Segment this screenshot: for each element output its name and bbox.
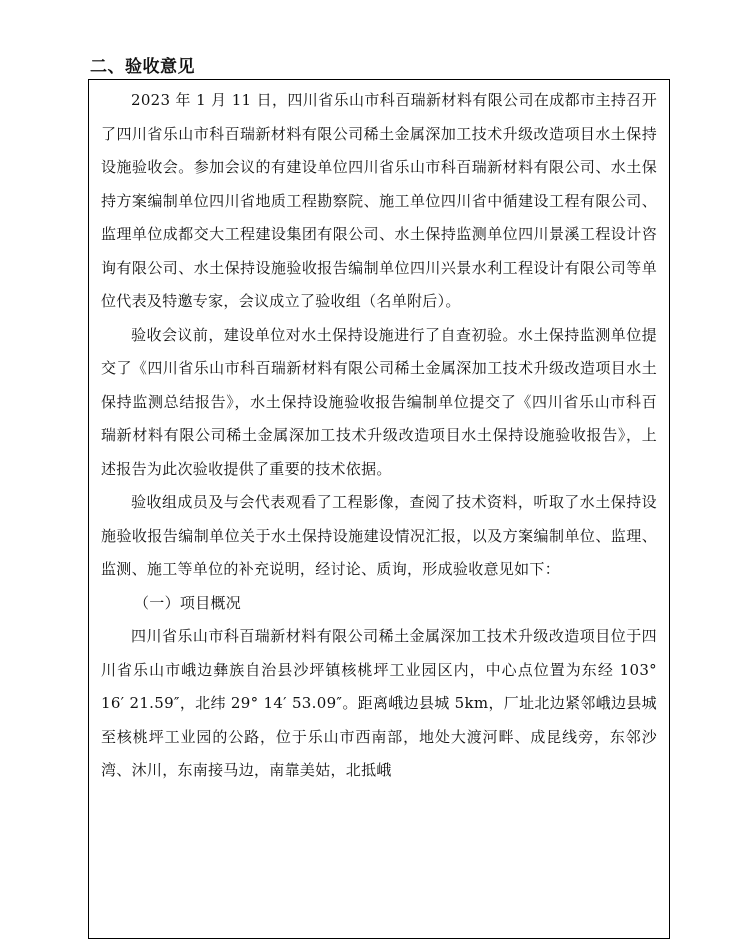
pre-inspection-paragraph: 验收会议前，建设单位对水土保持设施进行了自查初验。水土保持监测单位提交了《四川省乐山市科百瑞新材料有限公司稀土金属深加工技术升级改造项目水土保持监测总结报告》，水土保持设施验收报告编制单位提交了《四川省乐山市科百瑞新材料有限公司稀土金属深加工技术升级改造项目水土保持设施验收报告》，上述报告为此次验收提供了重要的技术依据。 <box>101 325 657 478</box>
meeting-paragraph: 2023 年 1 月 11 日，四川省乐山市科百瑞新材料有限公司在成都市主持召开了四川省乐山市科百瑞新材料有限公司稀土金属深加工技术升级改造项目水土保持设施验收会。参加会议的有建设单位四川省乐山市科百瑞新材料有限公司、水土保持方案编制单位四川省地质工程勘察院、施工单位四川省中循建设工程有限公司、监理单位成都交大工程建设集团有限公司、水土保持监测单位四川景溪工程设计咨询有限公司、水土保持设施验收报告编制单位四川兴景水利工程设计有限公司等单位代表及特邀专家，会议成立了验收组（名单附后）。 <box>101 91 657 310</box>
project-overview-heading: （一）项目概况 <box>134 593 242 612</box>
review-paragraph: 验收组成员及与会代表观看了工程影像，查阅了技术资料，听取了水土保持设施验收报告编制单位关于水土保持设施建设情况汇报，以及方案编制单位、监理、监测、施工等单位的补充说明，经讨论、质询，形成验收意见如下： <box>101 493 657 578</box>
section-heading: 二、验收意见 <box>90 57 195 77</box>
acceptance-opinion-box <box>88 79 670 939</box>
project-overview-paragraph: 四川省乐山市科百瑞新材料有限公司稀土金属深加工技术升级改造项目位于四川省乐山市峨边彝族自治县沙坪镇核桃坪工业园区内，中心点位置为东经 103° 16′ 21.59″，北纬 29° 14′ 53.09″。距离峨边县城 5km，厂址北边紧邻峨边县城至核桃坪工业园的公路，位于乐山市西南部，地处大渡河畔、成昆线旁，东邻沙湾、沐川，东南接马边，南靠美姑，北抵峨 <box>101 627 657 779</box>
